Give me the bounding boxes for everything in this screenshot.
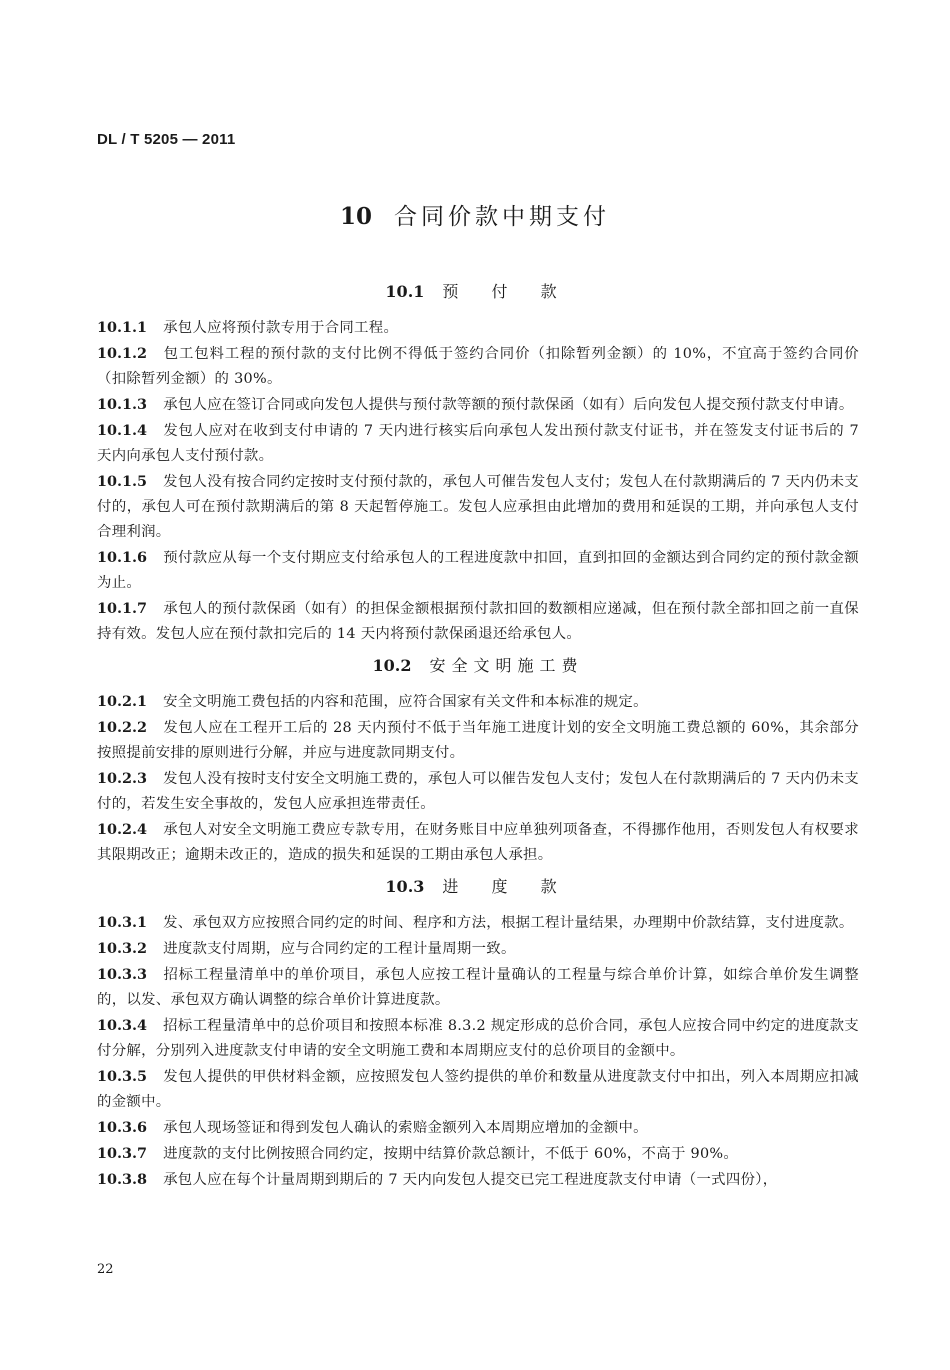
- section-title: [97, 874, 859, 900]
- clause: [97, 1167, 859, 1193]
- clause-number: 10.2.2: [97, 719, 148, 736]
- clause: [97, 766, 859, 817]
- clause-number: 10.3.7: [97, 1145, 148, 1162]
- clause-text: 预付款应从每一个支付期应支付给承包人的工程进度款中扣回，直到扣回的金额达到合同约定的预付款金额为止。: [97, 550, 859, 591]
- clause-text: 招标工程量清单中的总价项目和按照本标准 8.3.2 规定形成的总价合同，承包人应按合同中约定的进度款支付分解，分别列入进度款支付申请的安全文明施工费和本周期应支付的总价项目的金额中。: [97, 1018, 859, 1059]
- clause-text: 招标工程量清单中的单价项目，承包人应按工程计量确认的工程量与综合单价计算，如综合单价发生调整的，以发、承包双方确认调整的综合单价计算进度款。: [97, 967, 859, 1008]
- section-number: 10.1: [385, 282, 425, 301]
- chapter-title-text: 合同价款中期支付: [394, 204, 610, 230]
- clause-number: 10.1.4: [97, 422, 148, 439]
- clause: [97, 469, 859, 545]
- clause-number: 10.1.1: [97, 319, 148, 336]
- section-title: [97, 279, 859, 305]
- clause-text: 发包人没有按时支付安全文明施工费的，承包人可以催告发包人支付；发包人在付款期满后的 7 天内仍未支付的，若发生安全事故的，发包人应承担连带责任。: [97, 771, 859, 812]
- clause-text: 承包人现场签证和得到发包人确认的索赔金额列入本周期应增加的金额中。: [163, 1120, 648, 1136]
- clause-number: 10.1.5: [97, 473, 148, 490]
- clause-text: 发包人没有按合同约定按时支付预付款的，承包人可催告发包人支付；发包人在付款期满后的 7 天内仍未支付的，承包人可在预付款期满后的第 8 天起暂停施工。发包人应承担由此增加的费用和延误的工期，并向承包人支付合理利润。: [97, 474, 859, 540]
- section-number: 10.3: [385, 877, 425, 896]
- clause-number: 10.1.6: [97, 549, 148, 566]
- clause: [97, 1141, 859, 1167]
- clause-text: 承包人的预付款保函（如有）的担保金额根据预付款扣回的数额相应递减，但在预付款全部扣回之前一直保持有效。发包人应在预付款扣完后的 14 天内将预付款保函退还给承包人。: [97, 601, 859, 642]
- clause-text: 发包人应在工程开工后的 28 天内预付不低于当年施工进度计划的安全文明施工费总额的 60%，其余部分按照提前安排的原则进行分解，并应与进度款同期支付。: [97, 720, 859, 761]
- clause: [97, 715, 859, 766]
- clause-text: 承包人对安全文明施工费应专款专用，在财务账目中应单独列项备查，不得挪作他用，否则发包人有权要求其限期改正；逾期未改正的，造成的损失和延误的工期由承包人承担。: [97, 822, 859, 863]
- clause-text: 承包人应在每个计量周期到期后的 7 天内向发包人提交已完工程进度款支付申请（一式四份），: [163, 1172, 778, 1188]
- clause: [97, 817, 859, 868]
- clause-text: 发包人应对在收到支付申请的 7 天内进行核实后向承包人发出预付款支付证书，并在签发支付证书后的 7 天内向承包人支付预付款。: [97, 423, 859, 464]
- clause: [97, 689, 859, 715]
- clause: [97, 1115, 859, 1141]
- clause-text: 安全文明施工费包括的内容和范围，应符合国家有关文件和本标准的规定。: [163, 694, 648, 710]
- clause: [97, 910, 859, 936]
- clause-number: 10.3.3: [97, 966, 148, 983]
- clause-text: 发、承包双方应按照合同约定的时间、程序和方法，根据工程计量结果，办理期中价款结算，支付进度款。: [163, 915, 854, 931]
- section-title: [97, 653, 859, 679]
- section-title-text: 进 度 款: [442, 877, 571, 896]
- clause-number: 10.3.5: [97, 1068, 148, 1085]
- clause-number: 10.2.1: [97, 693, 148, 710]
- chapter-title: [0, 198, 950, 231]
- clause: [97, 596, 859, 647]
- clause-text: 进度款支付周期，应与合同约定的工程计量周期一致。: [163, 941, 516, 957]
- page-number: 22: [97, 1262, 114, 1277]
- clause-number: 10.1.2: [97, 345, 148, 362]
- clause: [97, 341, 859, 392]
- clause: [97, 936, 859, 962]
- clause-number: 10.3.1: [97, 914, 148, 931]
- section-number: 10.2: [372, 656, 412, 675]
- clause: [97, 1064, 859, 1115]
- clause: [97, 962, 859, 1013]
- clause-number: 10.3.2: [97, 940, 148, 957]
- clause-text: 包工包料工程的预付款的支付比例不得低于签约合同价（扣除暂列金额）的 10%，不宜高于签约合同价（扣除暂列金额）的 30%。: [97, 346, 859, 387]
- clause-number: 10.3.8: [97, 1171, 148, 1188]
- clause: [97, 418, 859, 469]
- clause-number: 10.2.4: [97, 821, 148, 838]
- clause-text: 发包人提供的甲供材料金额，应按照发包人签约提供的单价和数量从进度款支付中扣出，列入本周期应扣减的金额中。: [97, 1069, 859, 1110]
- clause: [97, 1013, 859, 1064]
- clause-number: 10.3.4: [97, 1017, 148, 1034]
- clause-text: 承包人应在签订合同或向发包人提供与预付款等额的预付款保函（如有）后向发包人提交预付款支付申请。: [163, 397, 854, 413]
- clause-number: 10.2.3: [97, 770, 148, 787]
- document-body: [97, 279, 859, 1193]
- clause-text: 承包人应将预付款专用于合同工程。: [163, 320, 399, 336]
- clause-number: 10.3.6: [97, 1119, 148, 1136]
- clause-number: 10.1.3: [97, 396, 148, 413]
- clause: [97, 545, 859, 596]
- clause-text: 进度款的支付比例按照合同约定，按期中结算价款总额计，不低于 60%，不高于 90%。: [163, 1146, 739, 1162]
- section-title-text: 安全文明施工费: [429, 656, 584, 675]
- chapter-number: 10: [339, 203, 372, 230]
- standard-code: DL / T 5205 — 2011: [97, 131, 236, 148]
- section-title-text: 预 付 款: [442, 282, 571, 301]
- clause: [97, 315, 859, 341]
- clause-number: 10.1.7: [97, 600, 148, 617]
- clause: [97, 392, 859, 418]
